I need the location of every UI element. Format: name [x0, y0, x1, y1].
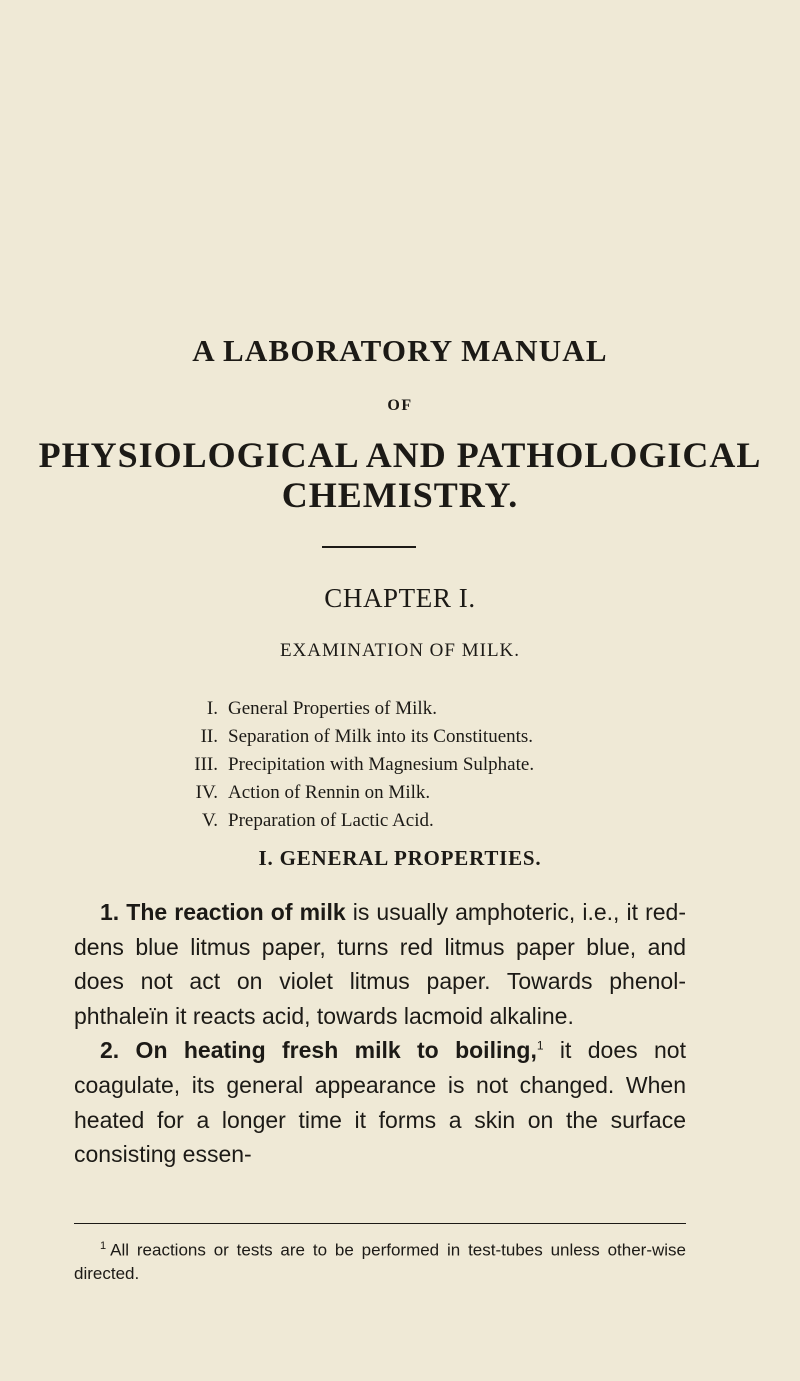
contents-item-text: Precipitation with Magnesium Sulphate. — [228, 754, 535, 775]
contents-item-text: Preparation of Lactic Acid. — [228, 810, 434, 831]
paragraph-1 — [74, 895, 686, 1033]
paragraph-1-text: is usually amphoteric, i.e., it red-dens blue litmus paper, turns red litmus paper blue, and does not act on violet litmus paper. Towards phenol-phthaleïn it reacts acid, towards lacmoid alkaline. — [74, 899, 686, 1029]
footnote-text: All reactions or tests are to be performed in test-tubes unless other-wise directed. — [74, 1240, 686, 1283]
book-title-of: OF — [387, 397, 413, 414]
section-heading: I. GENERAL PROPERTIES. — [258, 846, 542, 870]
footnote — [74, 1235, 686, 1285]
contents-item-text: Separation of Milk into its Constituents. — [228, 726, 534, 747]
contents-item — [170, 810, 534, 838]
chapter-heading: CHAPTER I. — [324, 583, 476, 613]
contents-item-number: IV. — [195, 782, 218, 803]
footnote-mark: 1 — [100, 1240, 107, 1252]
footnote-reference: 1 — [536, 1038, 544, 1053]
body-text — [74, 895, 686, 1172]
footnote-divider — [74, 1223, 686, 1224]
contents-item-number: II. — [200, 726, 218, 747]
contents-item-number: III. — [194, 754, 218, 775]
contents-item — [170, 782, 534, 810]
chapter-contents — [170, 698, 534, 838]
contents-item — [170, 698, 534, 726]
book-title-line-1: A LABORATORY MANUAL — [192, 333, 608, 368]
chapter-subtitle: EXAMINATION OF MILK. — [279, 640, 521, 661]
book-title-line-2: PHYSIOLOGICAL AND PATHOLOGICAL — [38, 435, 762, 475]
book-title-line-3: CHEMISTRY. — [281, 475, 519, 515]
contents-item-number: V. — [201, 810, 218, 831]
title-divider — [322, 546, 416, 548]
paragraph-1-lead: 1. The reaction of milk — [100, 899, 346, 925]
paragraph-2-text: it does not coagulate, its general appearance is not changed. When heated for a longer time it forms a skin on the surface consisting essen- — [74, 1037, 686, 1168]
contents-item — [170, 726, 534, 754]
contents-item-text: General Properties of Milk. — [228, 698, 437, 719]
paragraph-2-lead: 2. On heating fresh milk to boiling, — [100, 1037, 537, 1064]
contents-item-text: Action of Rennin on Milk. — [228, 782, 431, 803]
paragraph-2 — [74, 1033, 686, 1171]
contents-item-number: I. — [206, 698, 218, 719]
contents-item — [170, 754, 534, 782]
